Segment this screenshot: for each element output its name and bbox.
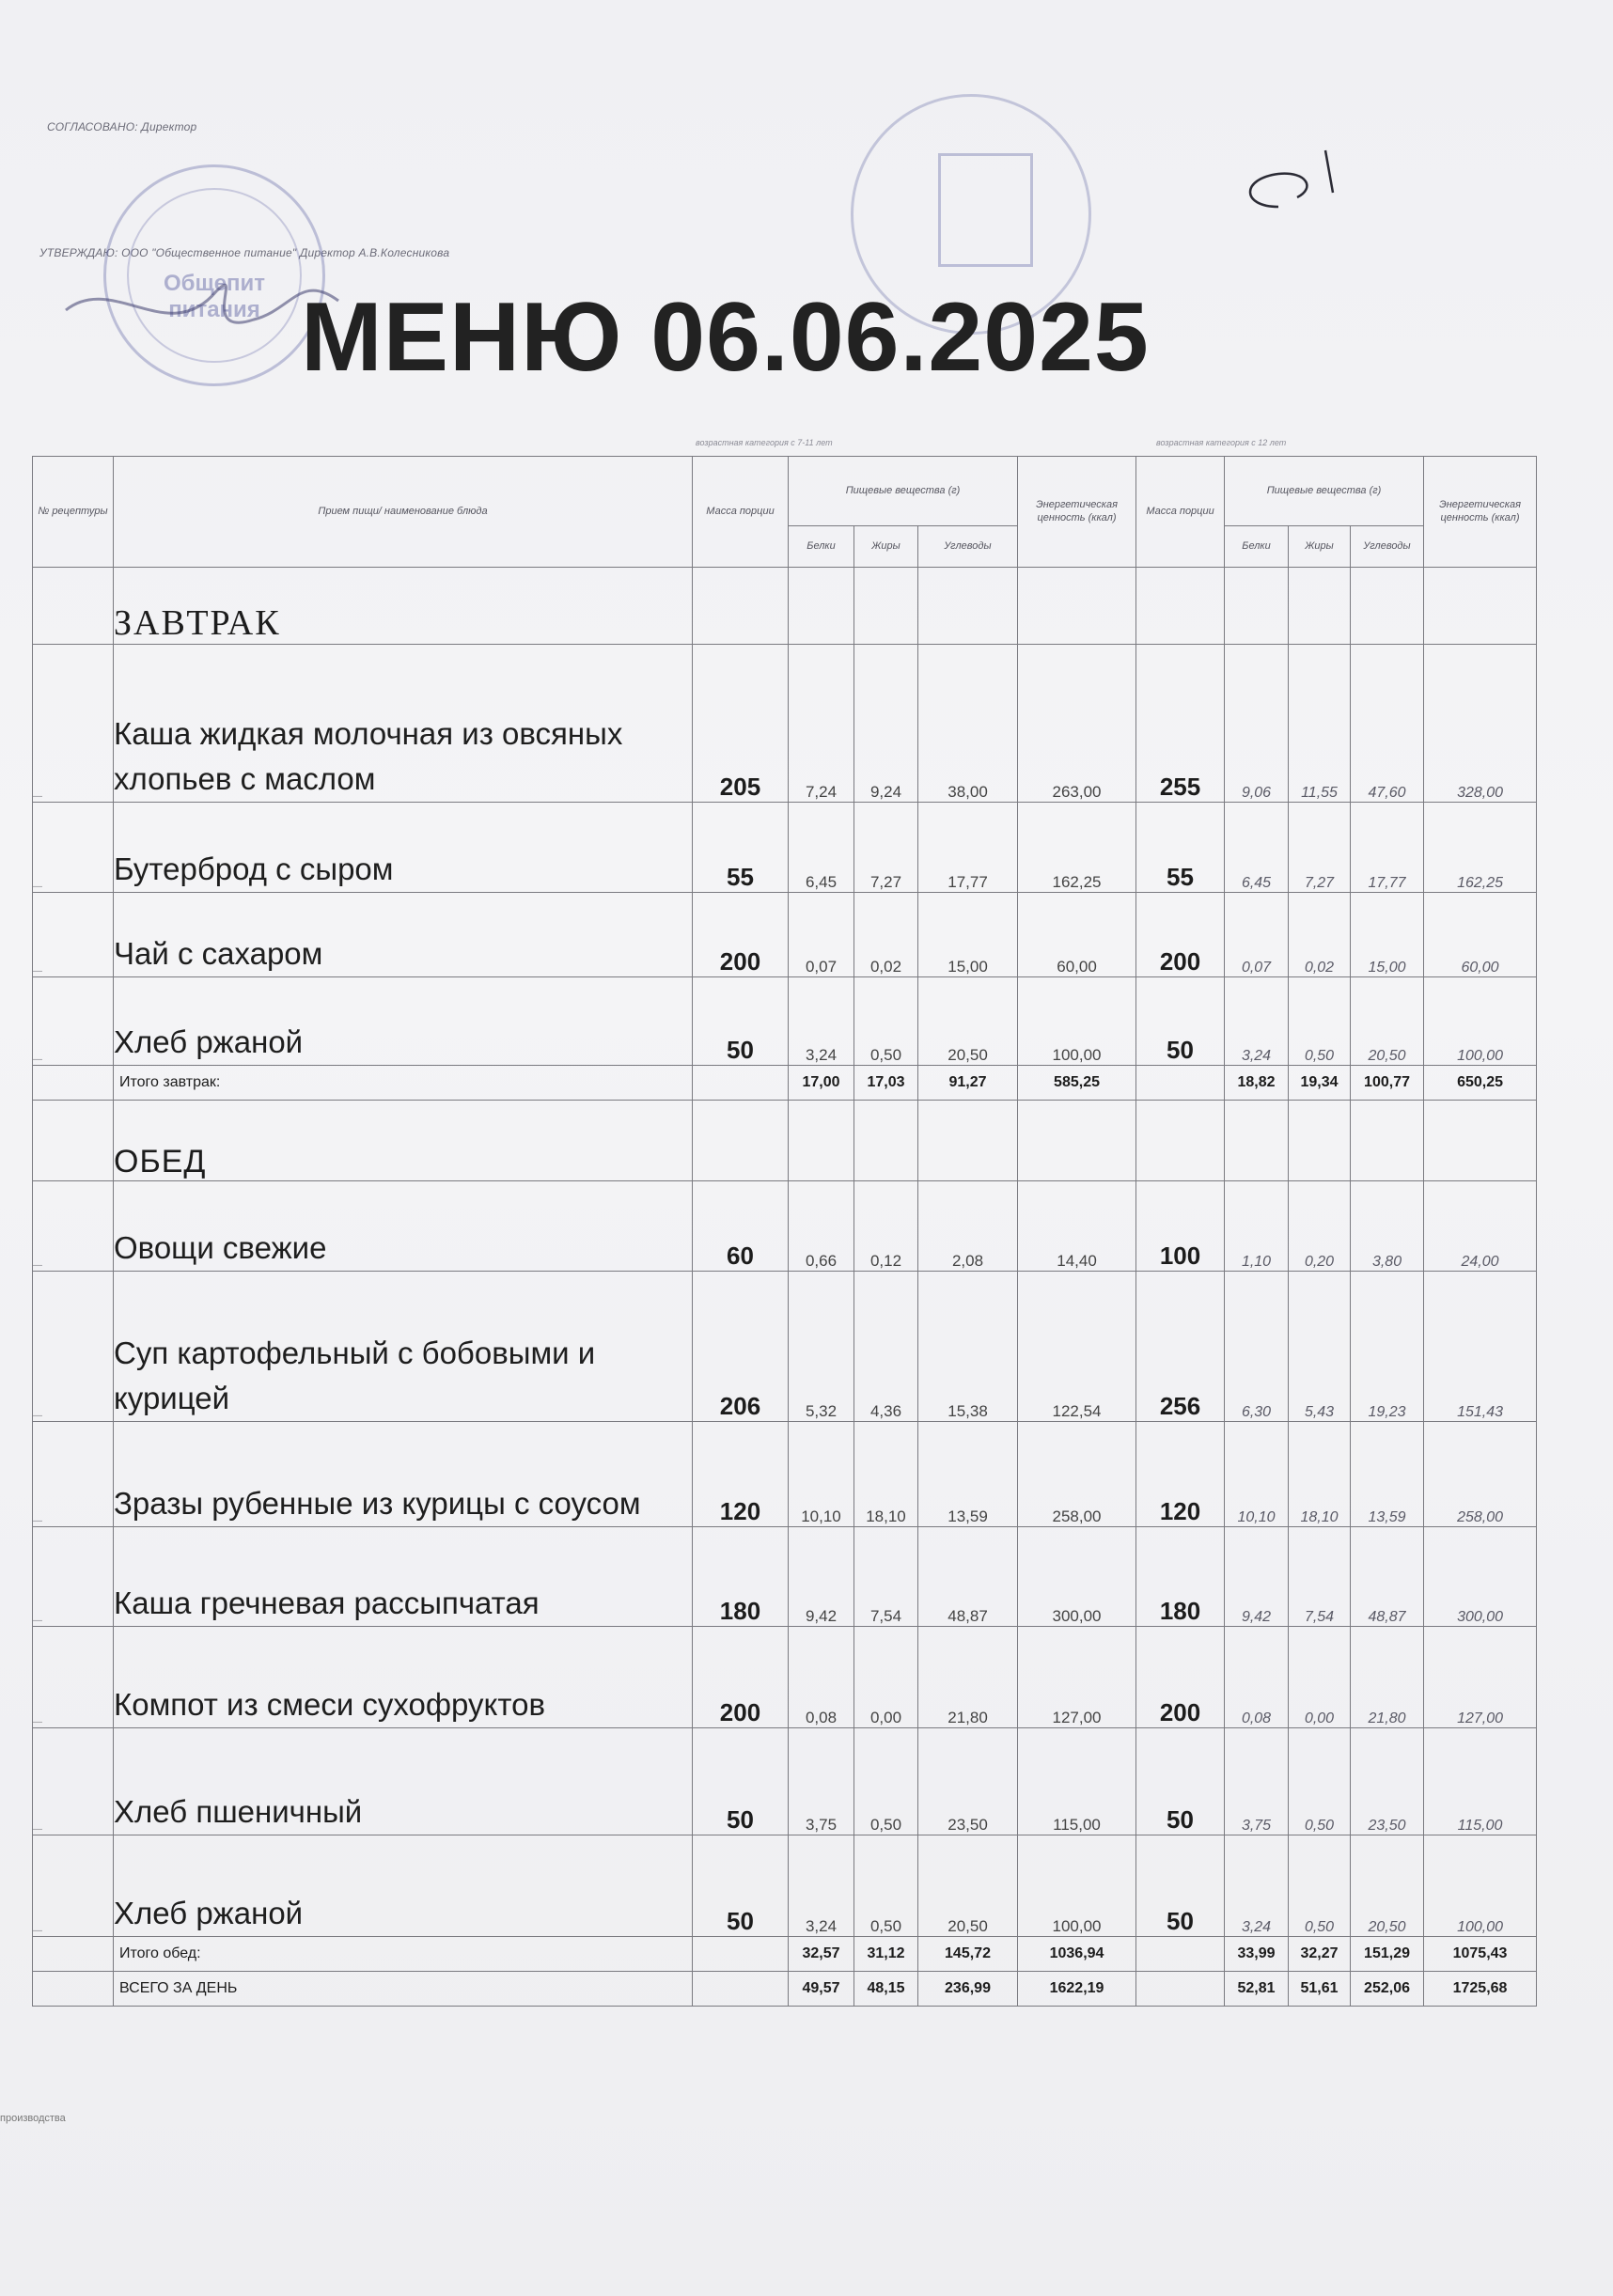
dish-name: Каша жидкая молочная из овсяных хлопьев с маслом: [114, 645, 693, 803]
dish-row: [33, 893, 1537, 977]
recipe-no: —: [33, 1527, 114, 1627]
energy-2: 328,00: [1424, 645, 1537, 803]
header-recipe-no: № рецептуры: [33, 457, 114, 568]
energy-1: 60,00: [1018, 893, 1136, 977]
dish-row: [33, 803, 1537, 893]
proteins-1: 9,42: [789, 1527, 854, 1627]
fats-2: 18,10: [1289, 1422, 1351, 1527]
energy-2: 162,25: [1424, 803, 1537, 893]
carbs-1: 21,80: [918, 1627, 1018, 1728]
energy-2: 127,00: [1424, 1627, 1537, 1728]
carbs-1: 20,50: [918, 977, 1018, 1066]
proteins-2: 0,08: [1225, 1627, 1289, 1728]
carbs-2: 17,77: [1351, 803, 1424, 893]
header-meal-name: Прием пищи/ наименование блюда: [114, 457, 693, 568]
menu-table: [32, 456, 1537, 2007]
mass-1: 200: [693, 1627, 789, 1728]
fats-2: 0,50: [1289, 1835, 1351, 1937]
energy-2: 115,00: [1424, 1728, 1537, 1835]
total-fats-2: 19,34: [1289, 1066, 1351, 1101]
energy-2: 151,43: [1424, 1272, 1537, 1422]
dish-name: Зразы рубенные из курицы с соусом: [114, 1422, 693, 1527]
header-proteins-2: Белки: [1225, 526, 1289, 568]
footer-note: производства: [0, 2113, 66, 2124]
mass-1: 55: [693, 803, 789, 893]
total-fats-2: 32,27: [1289, 1937, 1351, 1972]
energy-2: 258,00: [1424, 1422, 1537, 1527]
total-energy-1: 585,25: [1018, 1066, 1136, 1101]
mass-2: 100: [1136, 1181, 1225, 1272]
energy-1: 300,00: [1018, 1527, 1136, 1627]
total-carbs-2: 151,29: [1351, 1937, 1424, 1972]
mass-1: 206: [693, 1272, 789, 1422]
mass-1: 50: [693, 1835, 789, 1937]
dish-row: [33, 1527, 1537, 1627]
carbs-1: 17,77: [918, 803, 1018, 893]
day-total-energy-2: 1725,68: [1424, 1972, 1537, 2007]
carbs-1: 48,87: [918, 1527, 1018, 1627]
day-total-fats-2: 51,61: [1289, 1972, 1351, 2007]
total-fats-1: 31,12: [854, 1937, 918, 1972]
proteins-2: 6,45: [1225, 803, 1289, 893]
day-total-row: [33, 1972, 1537, 2007]
carbs-1: 13,59: [918, 1422, 1018, 1527]
day-total-energy-1: 1622,19: [1018, 1972, 1136, 2007]
energy-1: 127,00: [1018, 1627, 1136, 1728]
header-energy-1: Энергетическая ценность (ккал): [1018, 457, 1136, 568]
mass-1: 60: [693, 1181, 789, 1272]
day-total-proteins-1: 49,57: [789, 1972, 854, 2007]
fats-2: 7,54: [1289, 1527, 1351, 1627]
carbs-2: 13,59: [1351, 1422, 1424, 1527]
dish-name: Компот из смеси сухофруктов: [114, 1627, 693, 1728]
lunch-total-row: [33, 1937, 1537, 1972]
proteins-2: 3,24: [1225, 977, 1289, 1066]
total-label: Итого завтрак:: [114, 1066, 693, 1101]
recipe-no: —: [33, 645, 114, 803]
breakfast-total-row: [33, 1066, 1537, 1101]
dish-row: [33, 1835, 1537, 1937]
energy-1: 122,54: [1018, 1272, 1136, 1422]
proteins-2: 9,06: [1225, 645, 1289, 803]
proteins-2: 0,07: [1225, 893, 1289, 977]
day-total-proteins-2: 52,81: [1225, 1972, 1289, 2007]
recipe-no: —: [33, 1835, 114, 1937]
total-carbs-1: 91,27: [918, 1066, 1018, 1101]
proteins-2: 9,42: [1225, 1527, 1289, 1627]
total-carbs-1: 145,72: [918, 1937, 1018, 1972]
dish-name: Овощи свежие: [114, 1181, 693, 1272]
proteins-1: 10,10: [789, 1422, 854, 1527]
dish-row: [33, 1627, 1537, 1728]
header-nutrients-1: Пищевые вещества (г): [789, 457, 1018, 526]
carbs-2: 23,50: [1351, 1728, 1424, 1835]
total-proteins-2: 18,82: [1225, 1066, 1289, 1101]
mass-1: 120: [693, 1422, 789, 1527]
mass-2: 50: [1136, 1728, 1225, 1835]
mass-2: 50: [1136, 1835, 1225, 1937]
fats-1: 4,36: [854, 1272, 918, 1422]
fats-1: 7,54: [854, 1527, 918, 1627]
mass-2: 256: [1136, 1272, 1225, 1422]
mass-2: 180: [1136, 1527, 1225, 1627]
total-energy-2: 1075,43: [1424, 1937, 1537, 1972]
fats-1: 7,27: [854, 803, 918, 893]
mass-2: 55: [1136, 803, 1225, 893]
page-title: МЕНЮ 06.06.2025: [301, 283, 1150, 392]
carbs-1: 15,00: [918, 893, 1018, 977]
header-fats-2: Жиры: [1289, 526, 1351, 568]
proteins-1: 3,24: [789, 1835, 854, 1937]
proteins-1: 0,08: [789, 1627, 854, 1728]
recipe-no: —: [33, 977, 114, 1066]
day-total-carbs-1: 236,99: [918, 1972, 1018, 2007]
mass-2: 50: [1136, 977, 1225, 1066]
carbs-2: 47,60: [1351, 645, 1424, 803]
recipe-no: —: [33, 803, 114, 893]
energy-1: 115,00: [1018, 1728, 1136, 1835]
proteins-1: 3,75: [789, 1728, 854, 1835]
carbs-1: 15,38: [918, 1272, 1018, 1422]
recipe-no: —: [33, 1728, 114, 1835]
proteins-1: 0,07: [789, 893, 854, 977]
fats-2: 0,00: [1289, 1627, 1351, 1728]
lunch-rows: [33, 1181, 1537, 1937]
mass-2: 255: [1136, 645, 1225, 803]
stamp-text: Общепит питания: [163, 271, 266, 322]
header-mass-2: Масса порции: [1136, 457, 1225, 568]
section-lunch: ОБЕД: [114, 1101, 693, 1181]
carbs-1: 23,50: [918, 1728, 1018, 1835]
confirmed-line: УТВЕРЖДАЮ: ООО "Общественное питание" Директор А.В.Колесникова: [39, 246, 450, 259]
fats-1: 0,02: [854, 893, 918, 977]
fats-2: 0,50: [1289, 977, 1351, 1066]
fats-2: 0,50: [1289, 1728, 1351, 1835]
proteins-2: 3,75: [1225, 1728, 1289, 1835]
proteins-2: 1,10: [1225, 1181, 1289, 1272]
age-group-1-caption: возрастная категория с 7-11 лет: [696, 438, 833, 447]
mass-1: 50: [693, 1728, 789, 1835]
recipe-no: —: [33, 893, 114, 977]
total-carbs-2: 100,77: [1351, 1066, 1424, 1101]
mass-2: 200: [1136, 893, 1225, 977]
proteins-1: 7,24: [789, 645, 854, 803]
energy-1: 162,25: [1018, 803, 1136, 893]
carbs-2: 21,80: [1351, 1627, 1424, 1728]
age-group-2-caption: возрастная категория с 12 лет: [1156, 438, 1287, 447]
mass-1: 200: [693, 893, 789, 977]
dish-row: [33, 1272, 1537, 1422]
dish-name: Хлеб ржаной: [114, 1835, 693, 1937]
energy-1: 258,00: [1018, 1422, 1136, 1527]
day-total-label: ВСЕГО ЗА ДЕНЬ: [114, 1972, 693, 2007]
recipe-no: —: [33, 1627, 114, 1728]
carbs-2: 48,87: [1351, 1527, 1424, 1627]
dish-name: Чай с сахаром: [114, 893, 693, 977]
proteins-1: 6,45: [789, 803, 854, 893]
mass-1: 180: [693, 1527, 789, 1627]
dish-row: [33, 1181, 1537, 1272]
fats-2: 7,27: [1289, 803, 1351, 893]
total-proteins-1: 17,00: [789, 1066, 854, 1101]
fats-2: 0,20: [1289, 1181, 1351, 1272]
energy-1: 100,00: [1018, 1835, 1136, 1937]
fats-1: 0,50: [854, 977, 918, 1066]
fats-1: 9,24: [854, 645, 918, 803]
fats-1: 0,12: [854, 1181, 918, 1272]
header-energy-2: Энергетическая ценность (ккал): [1424, 457, 1537, 568]
energy-1: 100,00: [1018, 977, 1136, 1066]
mass-1: 205: [693, 645, 789, 803]
dish-name: Каша гречневая рассыпчатая: [114, 1527, 693, 1627]
carbs-1: 2,08: [918, 1181, 1018, 1272]
carbs-1: 20,50: [918, 1835, 1018, 1937]
energy-2: 24,00: [1424, 1181, 1537, 1272]
energy-1: 14,40: [1018, 1181, 1136, 1272]
recipe-no: —: [33, 1422, 114, 1527]
fats-2: 0,02: [1289, 893, 1351, 977]
total-energy-1: 1036,94: [1018, 1937, 1136, 1972]
total-label: Итого обед:: [114, 1937, 693, 1972]
recipe-no: —: [33, 1272, 114, 1422]
section-breakfast: ЗАВТРАК: [114, 568, 693, 645]
header-nutrients-2: Пищевые вещества (г): [1225, 457, 1424, 526]
recipe-no: —: [33, 1181, 114, 1272]
fats-2: 11,55: [1289, 645, 1351, 803]
carbs-2: 20,50: [1351, 977, 1424, 1066]
carbs-2: 15,00: [1351, 893, 1424, 977]
dish-name: Бутерброд с сыром: [114, 803, 693, 893]
carbs-2: 3,80: [1351, 1181, 1424, 1272]
total-energy-2: 650,25: [1424, 1066, 1537, 1101]
energy-2: 300,00: [1424, 1527, 1537, 1627]
proteins-2: 3,24: [1225, 1835, 1289, 1937]
mass-2: 120: [1136, 1422, 1225, 1527]
dish-row: [33, 645, 1537, 803]
header-carbs-1: Углеводы: [918, 526, 1018, 568]
dish-row: [33, 1422, 1537, 1527]
proteins-1: 5,32: [789, 1272, 854, 1422]
energy-2: 100,00: [1424, 977, 1537, 1066]
header-mass-1: Масса порции: [693, 457, 789, 568]
fats-1: 0,50: [854, 1728, 918, 1835]
total-fats-1: 17,03: [854, 1066, 918, 1101]
day-total-fats-1: 48,15: [854, 1972, 918, 2007]
carbs-2: 19,23: [1351, 1272, 1424, 1422]
header-fats-1: Жиры: [854, 526, 918, 568]
carbs-2: 20,50: [1351, 1835, 1424, 1937]
mass-2: 200: [1136, 1627, 1225, 1728]
energy-2: 100,00: [1424, 1835, 1537, 1937]
fats-1: 18,10: [854, 1422, 918, 1527]
proteins-2: 10,10: [1225, 1422, 1289, 1527]
energy-1: 263,00: [1018, 645, 1136, 803]
fats-1: 0,00: [854, 1627, 918, 1728]
day-total-carbs-2: 252,06: [1351, 1972, 1424, 2007]
dish-row: [33, 1728, 1537, 1835]
proteins-2: 6,30: [1225, 1272, 1289, 1422]
dish-name: Хлеб пшеничный: [114, 1728, 693, 1835]
breakfast-rows: [33, 645, 1537, 1066]
proteins-1: 0,66: [789, 1181, 854, 1272]
total-proteins-2: 33,99: [1225, 1937, 1289, 1972]
header-carbs-2: Углеводы: [1351, 526, 1424, 568]
approved-line: СОГЛАСОВАНО: Директор: [47, 120, 197, 133]
mass-1: 50: [693, 977, 789, 1066]
energy-2: 60,00: [1424, 893, 1537, 977]
total-proteins-1: 32,57: [789, 1937, 854, 1972]
proteins-1: 3,24: [789, 977, 854, 1066]
fats-1: 0,50: [854, 1835, 918, 1937]
signature-mark: [1222, 141, 1382, 235]
dish-row: [33, 977, 1537, 1066]
dish-name: Суп картофельный с бобовыми и курицей: [114, 1272, 693, 1422]
header-proteins-1: Белки: [789, 526, 854, 568]
dish-name: Хлеб ржаной: [114, 977, 693, 1066]
fats-2: 5,43: [1289, 1272, 1351, 1422]
carbs-1: 38,00: [918, 645, 1018, 803]
